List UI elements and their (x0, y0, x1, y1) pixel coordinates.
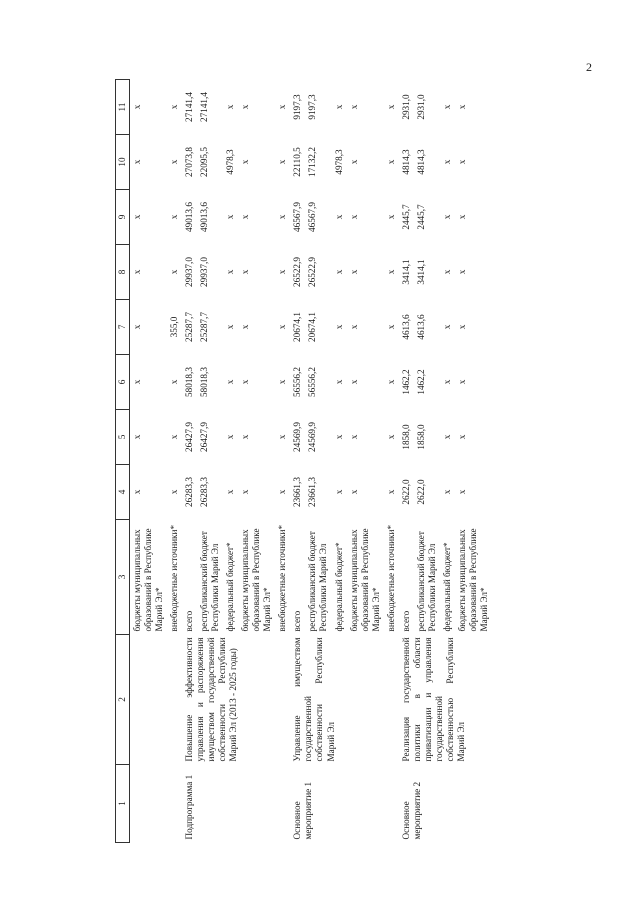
year-value-col-4: х (132, 489, 143, 495)
year-value-col-11: х (348, 104, 359, 110)
year-value-col-10: х (348, 159, 359, 165)
year-value-col-5: 1858,0 (415, 424, 426, 450)
program-description (130, 635, 183, 765)
year-value-col-4: х (169, 489, 180, 495)
year-value-col-10: х (132, 159, 143, 165)
year-value-col-9: 46567,9 (307, 202, 318, 232)
funding-source: бюджеты муниципальных образований в Республике Марий Эл* (456, 528, 489, 632)
table-row (399, 80, 414, 843)
header-col-1: 1 (116, 765, 130, 843)
year-value-col-7: х (456, 324, 467, 330)
table-row (182, 80, 197, 843)
funding-source: федеральный бюджет* (225, 542, 236, 632)
year-value-col-8: х (132, 269, 143, 275)
table-header (116, 80, 130, 843)
year-value-col-6: х (456, 379, 467, 385)
funding-source: всего (184, 610, 195, 632)
page-number: 2 (586, 60, 592, 74)
year-value-col-7: 4613,6 (400, 314, 411, 340)
year-value-col-5: 24569,9 (292, 422, 303, 452)
year-value-col-11: 2931,0 (415, 94, 426, 120)
header-col-7: 7 (116, 300, 130, 355)
program-name: Основное мероприятие 2 (400, 781, 422, 840)
year-value-col-11: 2931,0 (400, 94, 411, 120)
year-value-col-6: х (240, 379, 251, 385)
year-value-col-7: х (225, 324, 236, 330)
year-value-col-5: 1858,0 (400, 424, 411, 450)
funding-source: внебюджетные источники* (277, 524, 288, 632)
year-value-col-8: 29937,0 (199, 257, 210, 287)
header-col-3: 3 (116, 520, 130, 635)
year-value-col-4: х (277, 489, 288, 495)
year-value-col-7: 25287,7 (199, 312, 210, 342)
header-col-2: 2 (116, 635, 130, 765)
funding-source: республиканский бюджет Республики Марий Эл (199, 531, 221, 632)
funding-source: республиканский бюджет Республики Марий Эл (415, 531, 437, 632)
program-description: Реализация государственной политики в области приватизации и управления государственной собственностью Республики Марий Эл (400, 637, 466, 762)
funding-source: республиканский бюджет Республики Марий Эл (307, 531, 329, 632)
year-value-col-6: 56556,2 (307, 367, 318, 397)
year-value-col-10: 4978,3 (333, 149, 344, 175)
year-value-col-9: 49013,6 (199, 202, 210, 232)
year-value-col-10: х (456, 159, 467, 165)
year-value-col-5: х (333, 434, 344, 440)
funding-source: бюджеты муниципальных образований в Республике Марий Эл* (132, 528, 165, 632)
year-value-col-5: х (348, 434, 359, 440)
year-value-col-11: х (225, 104, 236, 110)
year-value-col-4: х (385, 489, 396, 495)
year-value-col-9: х (169, 214, 180, 220)
header-col-10: 10 (116, 135, 130, 190)
year-value-col-6: х (169, 379, 180, 385)
year-value-col-11: х (385, 104, 396, 110)
year-value-col-5: х (441, 434, 452, 440)
year-value-col-5: 26427,9 (199, 422, 210, 452)
year-value-col-4: 2622,0 (415, 479, 426, 505)
header-col-6: 6 (116, 355, 130, 410)
table-row (290, 80, 305, 843)
year-value-col-8: х (333, 269, 344, 275)
year-value-col-8: х (441, 269, 452, 275)
year-value-col-6: 1462,2 (415, 369, 426, 395)
year-value-col-8: х (240, 269, 251, 275)
funding-source: внебюджетные источники* (385, 524, 396, 632)
year-value-col-11: х (277, 104, 288, 110)
year-value-col-9: х (225, 214, 236, 220)
year-value-col-6: х (348, 379, 359, 385)
program-description: Управление имуществом государственной собственности Республики Марий Эл (292, 637, 336, 762)
year-value-col-4: х (225, 489, 236, 495)
year-value-col-11: х (240, 104, 251, 110)
year-value-col-9: х (240, 214, 251, 220)
year-value-col-8: 26522,9 (307, 257, 318, 287)
year-value-col-11: х (169, 104, 180, 110)
year-value-col-6: х (277, 379, 288, 385)
year-value-col-6: х (441, 379, 452, 385)
year-value-col-7: 20674,1 (307, 312, 318, 342)
year-value-col-5: 26427,9 (184, 422, 195, 452)
year-value-col-4: х (240, 489, 251, 495)
year-value-col-6: х (225, 379, 236, 385)
year-value-col-10: х (277, 159, 288, 165)
funding-source: федеральный бюджет* (333, 542, 344, 632)
year-value-col-8: х (456, 269, 467, 275)
year-value-col-4: х (456, 489, 467, 495)
year-value-col-5: х (240, 434, 251, 440)
year-value-col-4: 26283,3 (184, 477, 195, 507)
year-value-col-10: 4814,3 (400, 149, 411, 175)
year-value-col-7: 4613,6 (415, 314, 426, 340)
year-value-col-7: х (333, 324, 344, 330)
year-value-col-7: х (132, 324, 143, 330)
year-value-col-8: х (225, 269, 236, 275)
year-value-col-10: 22095,5 (199, 147, 210, 177)
year-value-col-5: х (385, 434, 396, 440)
year-value-col-7: 25287,7 (184, 312, 195, 342)
header-col-11: 11 (116, 80, 130, 135)
year-value-col-11: 9197,3 (307, 94, 318, 120)
year-value-col-5: х (225, 434, 236, 440)
program-name (130, 765, 183, 843)
year-value-col-6: 1462,2 (400, 369, 411, 395)
year-value-col-9: 46567,9 (292, 202, 303, 232)
budget-table (115, 79, 492, 843)
year-value-col-9: 2445,7 (400, 204, 411, 230)
year-value-col-4: х (348, 489, 359, 495)
funding-source: бюджеты муниципальных образований в Республике Марий Эл* (240, 528, 273, 632)
year-value-col-5: х (132, 434, 143, 440)
year-value-col-10: 17132,2 (307, 147, 318, 177)
year-value-col-11: 27141,4 (184, 92, 195, 122)
program-name: Подпрограмма 1 (184, 774, 195, 840)
year-value-col-9: х (333, 214, 344, 220)
year-value-col-8: х (169, 269, 180, 275)
year-value-col-6: х (132, 379, 143, 385)
funding-source: федеральный бюджет* (441, 542, 452, 632)
year-value-col-6: 58018,3 (199, 367, 210, 397)
year-value-col-8: 3414,1 (415, 259, 426, 285)
year-value-col-10: 4978,3 (225, 149, 236, 175)
year-value-col-7: х (385, 324, 396, 330)
year-value-col-4: 23661,3 (292, 477, 303, 507)
program-name: Основное мероприятие 1 (292, 781, 314, 840)
year-value-col-9: х (441, 214, 452, 220)
year-value-col-7: х (348, 324, 359, 330)
header-col-9: 9 (116, 190, 130, 245)
year-value-col-10: 4814,3 (415, 149, 426, 175)
funding-source: всего (400, 610, 411, 632)
year-value-col-4: х (441, 489, 452, 495)
year-value-col-9: 49013,6 (184, 202, 195, 232)
year-value-col-11: х (333, 104, 344, 110)
year-value-col-6: 56556,2 (292, 367, 303, 397)
year-value-col-5: х (277, 434, 288, 440)
header-col-8: 8 (116, 245, 130, 300)
funding-source: всего (292, 610, 303, 632)
year-value-col-8: х (348, 269, 359, 275)
year-value-col-11: 9197,3 (292, 94, 303, 120)
table-row (130, 80, 168, 843)
year-value-col-10: х (385, 159, 396, 165)
year-value-col-9: х (385, 214, 396, 220)
year-value-col-5: х (169, 434, 180, 440)
year-value-col-10: 22110,5 (292, 147, 303, 177)
year-value-col-9: х (277, 214, 288, 220)
funding-source: бюджеты муниципальных образований в Республике Марий Эл* (348, 528, 381, 632)
header-col-5: 5 (116, 410, 130, 465)
year-value-col-11: х (456, 104, 467, 110)
year-value-col-6: 58018,3 (184, 367, 195, 397)
year-value-col-4: 23661,3 (307, 477, 318, 507)
year-value-col-7: х (240, 324, 251, 330)
header-col-4: 4 (116, 465, 130, 520)
year-value-col-9: х (456, 214, 467, 220)
year-value-col-6: х (385, 379, 396, 385)
year-value-col-11: х (441, 104, 452, 110)
year-value-col-4: 2622,0 (400, 479, 411, 505)
year-value-col-5: 24569,9 (307, 422, 318, 452)
table-body (130, 80, 492, 843)
year-value-col-11: 27141,4 (199, 92, 210, 122)
year-value-col-8: 26522,9 (292, 257, 303, 287)
year-value-col-11: х (132, 104, 143, 110)
funding-source: внебюджетные источники* (169, 524, 180, 632)
program-description: Повышение эффективности управления и распоряжения имуществом государственной собственности Республики Марий Эл (2013 - 2025 годы) (184, 637, 239, 762)
year-value-col-7: 20674,1 (292, 312, 303, 342)
year-value-col-9: х (348, 214, 359, 220)
year-value-col-9: 2445,7 (415, 204, 426, 230)
year-value-col-7: х (277, 324, 288, 330)
year-value-col-10: х (169, 159, 180, 165)
year-value-col-6: х (333, 379, 344, 385)
year-value-col-8: 3414,1 (400, 259, 411, 285)
year-value-col-7: х (441, 324, 452, 330)
year-value-col-10: х (240, 159, 251, 165)
year-value-col-5: х (456, 434, 467, 440)
year-value-col-9: х (132, 214, 143, 220)
year-value-col-7: 355,0 (169, 316, 180, 338)
year-value-col-8: х (385, 269, 396, 275)
year-value-col-4: 26283,3 (199, 477, 210, 507)
year-value-col-8: х (277, 269, 288, 275)
year-value-col-10: х (441, 159, 452, 165)
year-value-col-4: х (333, 489, 344, 495)
year-value-col-8: 29937,0 (184, 257, 195, 287)
year-value-col-10: 27073,8 (184, 147, 195, 177)
